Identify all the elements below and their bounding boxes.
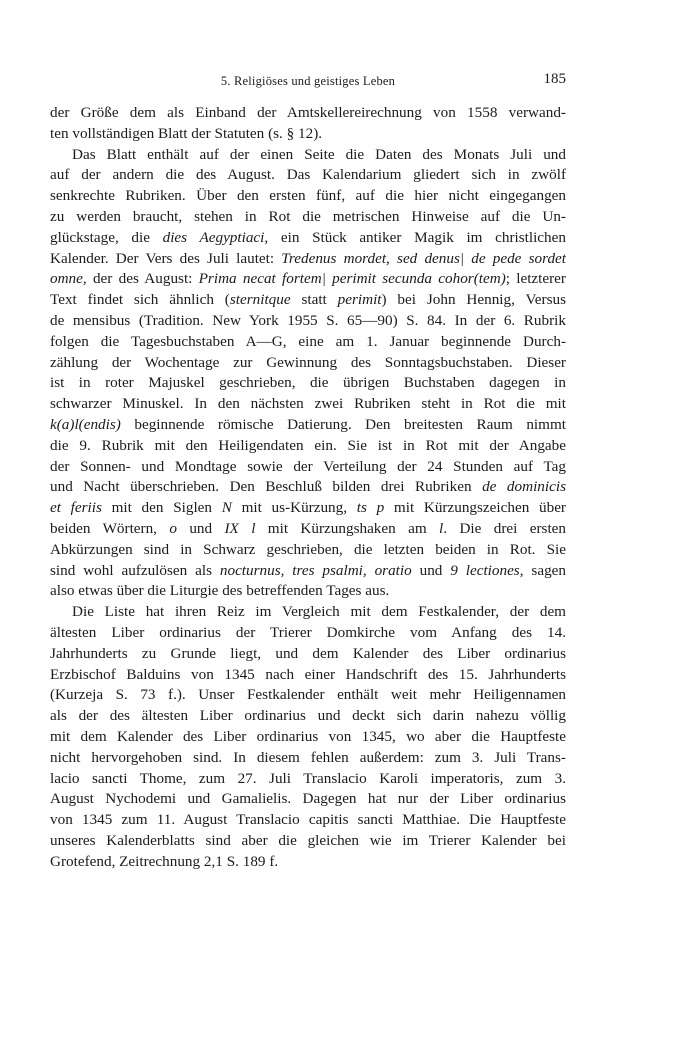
- text-segment: zählung der Wochentage zur Gewinnung des Sonntagsbuchstaben. Dieser: [50, 353, 566, 371]
- text-line: [50, 436, 566, 457]
- running-header: [50, 70, 566, 94]
- text-line: [50, 269, 566, 290]
- italic-text: Tredenus mordet, sed denus| de pede sordet: [281, 249, 566, 267]
- text-line: [50, 332, 566, 353]
- italic-text: k(a)l(endis): [50, 415, 121, 433]
- italic-text: de dominicis: [482, 478, 566, 496]
- text-line: [50, 623, 566, 644]
- text-line: [50, 207, 566, 228]
- text-segment: und: [411, 561, 451, 579]
- text-line: [50, 145, 566, 166]
- text-segment: mit den Siglen: [101, 499, 222, 517]
- text-segment: ; letzterer: [505, 270, 566, 288]
- italic-text: sternitque: [229, 291, 291, 309]
- text-line: [50, 290, 566, 311]
- text-segment: Erzbischof Balduins von 1345 nach einer Handschrift des 15. Jahrhunderts: [50, 665, 566, 683]
- text-line: [50, 394, 566, 415]
- text-line: [50, 769, 566, 790]
- text-segment: die 9. Rubrik mit den Heiligendaten ein. Sie ist in Rot mit der Angabe: [50, 436, 566, 454]
- text-line: [50, 103, 566, 124]
- text-line: [50, 186, 566, 207]
- text-line: [50, 477, 566, 498]
- italic-text: l: [439, 519, 444, 537]
- italic-text: N: [221, 499, 232, 517]
- italic-text: nocturnus, tres psalmi, oratio: [219, 561, 412, 579]
- text-segment: und: [176, 519, 225, 537]
- text-line: [50, 165, 566, 186]
- text-segment: und Nacht überschrieben. Den Beschluß bilden drei Rubriken: [50, 478, 483, 496]
- text-segment: de mensibus (Tradition. New York 1955 S. 65—90) S. 84. In der 6. Rubrik: [50, 311, 566, 329]
- text-line: [50, 249, 566, 270]
- text-segment: glückstage, die: [50, 228, 163, 246]
- text-segment: mit Kürzungshaken am: [255, 519, 440, 537]
- text-segment: Abkürzungen sind in Schwarz geschrieben, die letzten beiden in Rot. Sie: [50, 540, 566, 558]
- text-segment: ten vollständigen Blatt der Statuten (s. § 12).: [50, 124, 323, 142]
- text-segment: beginnende römische Datierung. Den breitesten Raum nimmt: [120, 415, 566, 433]
- text-segment: mit us-Kürzung,: [231, 499, 357, 517]
- text-segment: folgen die Tagesbuchstaben A—G, eine am 1. Januar beginnende Durch-: [50, 332, 566, 350]
- italic-text: perimit: [337, 291, 382, 309]
- text-segment: mit dem Kalender des Liber ordinarius von 1345, wo aber die Hauptfeste: [50, 727, 566, 745]
- text-segment: Kalender. Der Vers des Juli lautet:: [50, 249, 282, 267]
- text-segment: Die Liste hat ihren Reiz im Vergleich mit dem Festkalender, der dem: [72, 603, 566, 621]
- text-segment: , der des August:: [82, 270, 199, 288]
- text-segment: Das Blatt enthält auf der einen Seite die Daten des Monats Juli und: [72, 145, 566, 163]
- text-segment: Grotefend, Zeitrechnung 2,1 S. 189 f.: [50, 852, 279, 870]
- italic-text: ts p: [356, 499, 385, 517]
- text-line: [50, 457, 566, 478]
- text-segment: beiden Wörtern,: [50, 519, 170, 537]
- italic-text: 9 lectiones: [450, 561, 520, 579]
- text-line: [50, 519, 566, 540]
- text-segment: Jahrhunderts zu Grunde liegt, und dem Kalender des Liber ordinarius: [50, 644, 566, 662]
- text-line: [50, 665, 566, 686]
- text-segment: lacio sancti Thome, zum 27. Juli Translacio Karoli imperatoris, zum 3.: [50, 769, 566, 787]
- text-segment: zu werden braucht, stehen in Rot die metrischen Hinweise auf die Un-: [50, 207, 566, 225]
- text-segment: unseres Kalenderblatts sind aber die gleichen wie im Trierer Kalender bei: [50, 831, 566, 849]
- text-line: [50, 748, 566, 769]
- text-line: [50, 373, 566, 394]
- text-segment: sind wohl aufzulösen als: [50, 561, 220, 579]
- text-segment: der Sonnen- und Mondtage sowie der Verteilung der 24 Stunden auf Tag: [50, 457, 566, 475]
- text-segment: . Die drei ersten: [443, 519, 566, 537]
- text-line: [50, 353, 566, 374]
- text-segment: August Nychodemi und Gamalielis. Dagegen hat nur der Liber ordinarius: [50, 790, 566, 808]
- text-segment: ist in roter Majuskel geschrieben, die übrigen Buchstaben dagegen in: [50, 374, 566, 392]
- text-segment: also etwas über die Liturgie des betreffenden Tages aus.: [50, 582, 390, 600]
- text-line: [50, 498, 566, 519]
- text-segment: mit Kürzungszeichen über: [384, 499, 566, 517]
- text-segment: ältesten Liber ordinarius der Trierer Domkirche vom Anfang des 14.: [50, 623, 566, 641]
- text-segment: der Größe dem als Einband der Amtskellereirechnung von 1558 verwand-: [50, 104, 566, 121]
- text-line: [50, 561, 566, 582]
- text-line: [50, 124, 566, 145]
- text-line: [50, 228, 566, 249]
- text-line: [50, 685, 566, 706]
- text-line: [50, 311, 566, 332]
- body-text: [50, 103, 566, 872]
- text-line: [50, 581, 566, 602]
- italic-text: o: [169, 519, 177, 537]
- text-segment: , ein Stück antiker Magik im christlichen: [264, 228, 566, 246]
- page-number: 185: [543, 71, 566, 87]
- text-segment: ) bei John Hennig, Versus: [381, 291, 566, 309]
- text-line: [50, 852, 566, 873]
- text-segment: senkrechte Rubriken. Über den ersten fünf, auf die hier nicht eingegangen: [50, 187, 566, 205]
- text-line: [50, 706, 566, 727]
- text-segment: , sagen: [519, 561, 566, 579]
- italic-text: dies Aegyptiaci: [162, 228, 265, 246]
- text-line: [50, 727, 566, 748]
- text-segment: auf der andern die des August. Das Kalendarium gliedert sich in zwölf: [50, 166, 566, 184]
- text-segment: Text findet sich ähnlich (: [50, 291, 230, 309]
- italic-text: Prima necat fortem| perimit secunda cohor(tem): [198, 270, 506, 288]
- text-segment: als der des ältesten Liber ordinarius und deckt sich darin nahezu völlig: [50, 707, 566, 725]
- text-segment: (Kurzeja S. 73 f.). Unser Festkalender enthält weit mehr Heiligennamen: [50, 686, 566, 704]
- text-segment: statt: [290, 291, 338, 309]
- text-segment: nicht hervorgehoben sind. In diesem fehlen außerdem: zum 3. Juli Trans-: [50, 748, 566, 766]
- text-line: [50, 644, 566, 665]
- text-segment: von 1345 zum 11. August Translacio capitis sancti Matthiae. Die Hauptfeste: [50, 811, 566, 829]
- text-line: [50, 540, 566, 561]
- text-line: [50, 789, 566, 810]
- text-line: [50, 602, 566, 623]
- italic-text: et feriis: [50, 499, 102, 517]
- italic-text: omne: [50, 270, 83, 288]
- italic-text: IX l: [224, 519, 256, 537]
- text-segment: schwarzer Minuskel. In den nächsten zwei Rubriken steht in Rot die mit: [50, 395, 566, 413]
- text-line: [50, 810, 566, 831]
- chapter-title: 5. Religiöses und geistiges Leben: [220, 74, 396, 88]
- text-line: [50, 831, 566, 852]
- text-line: [50, 415, 566, 436]
